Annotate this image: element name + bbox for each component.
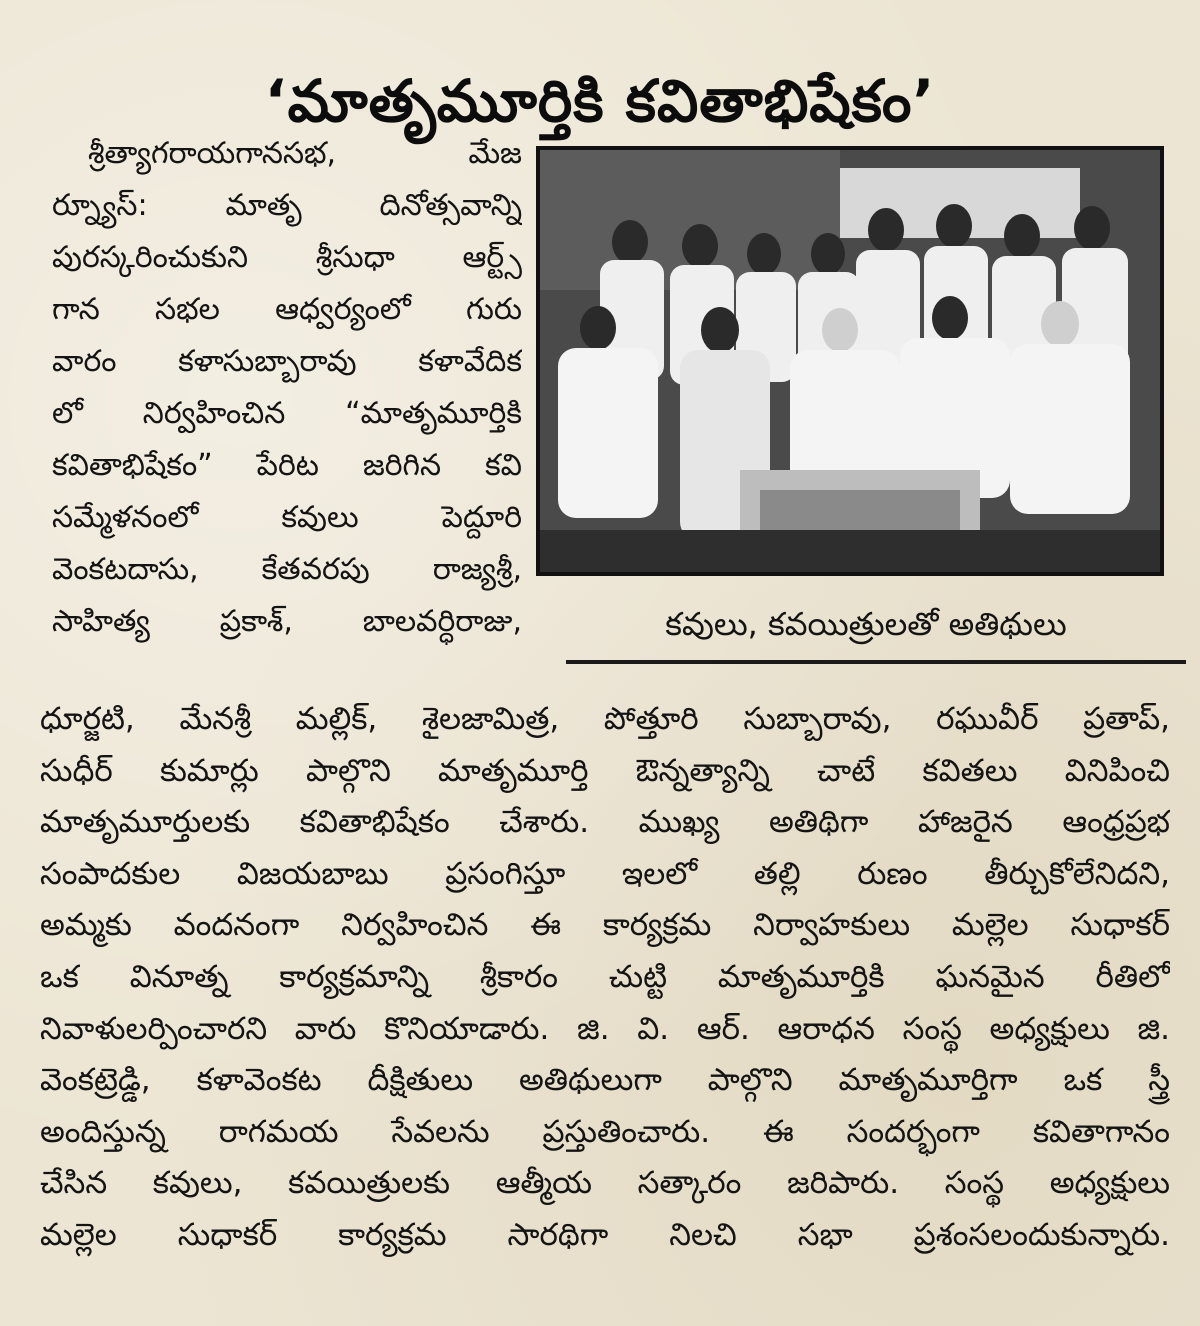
article-line: సమ్మేళనంలో కవులు పెద్దూరి (52, 500, 522, 535)
photo-caption: కవులు, కవయిత్రులతో అతిథులు (665, 605, 1067, 643)
caption-divider (566, 660, 1186, 664)
article-line: లో నిర్వహించిన “మాతృమూర్తికి (52, 396, 522, 431)
article-line: నివాళులర్పించారని వారు కొనియాడారు. జి. వి. ఆర్. ఆరాధన సంస్థ అధ్యక్షులు జి. (40, 1010, 1170, 1047)
article-line: సాహిత్య ప్రకాశ్, బాలవర్ధిరాజు, (52, 604, 522, 639)
article-line: ఒక వినూత్న కార్యక్రమాన్ని శ్రీకారం చుట్టి మాతృమూర్తికి ఘనమైన రీతిలో (40, 958, 1170, 995)
group-photo (536, 146, 1164, 576)
article-line: ర్న్యూస్: మాతృ దినోత్సవాన్ని (52, 188, 522, 223)
article-line: పురస్కరించుకుని శ్రీసుధా ఆర్ట్స్ (52, 240, 522, 275)
article-line: సుధీర్ కుమార్లు పాల్గొని మాతృమూర్తి ఔన్నత్యాన్ని చాటే కవితలు వినిపించి (40, 752, 1170, 789)
article-line: చేసిన కవులు, కవయిత్రులకు ఆత్మీయ సత్కారం జరిపారు. సంస్థ అధ్యక్షులు (40, 1165, 1170, 1202)
article-line: వెంకటదాసు, కేతవరపు రాజ్యశ్రీ, (52, 552, 522, 587)
article-line: మల్లెల సుధాకర్ కార్యక్రమ సారథిగా నిలచి సభా ప్రశంసలందుకున్నారు. (40, 1216, 1170, 1253)
article-line: ధూర్జటి, మేనశ్రీ మల్లిక్, శైలజామిత్ర, పోత్తూరి సుబ్బారావు, రఘువీర్ ప్రతాప్, (40, 701, 1170, 737)
article-line: శ్రీత్యాగరాయగానసభ, మేజ (88, 136, 522, 171)
article-left-column (52, 128, 522, 648)
article-line: వారం కళాసుబ్బారావు కళావేదిక (52, 344, 522, 379)
article-full-width (40, 694, 1170, 1262)
article-line: వెంకట్రెడ్డి, కళావెంకట దీక్షితులు అతిథులుగా పాల్గొని మాతృమూర్తిగా ఒక స్త్రీ (40, 1062, 1170, 1099)
article-line: కవితాభిషేకం” పేరిట జరిగిన కవి (52, 448, 522, 483)
article-line: సంపాదకుల విజయబాబు ప్రసంగిస్తూ ఇలలో తల్లి రుణం తీర్చుకోలేనిదని, (40, 855, 1170, 892)
article-line: అందిస్తున్న రాగమయ సేవలను ప్రస్తుతించారు. ఈ సందర్భంగా కవితాగానం (40, 1113, 1170, 1150)
article-line: మాతృమూర్తులకు కవితాభిషేకం చేశారు. ముఖ్య అతిథిగా హాజరైన ఆంధ్రప్రభ (40, 804, 1170, 841)
article-line: అమ్మకు వందనంగా నిర్వహించిన ఈ కార్యక్రమ నిర్వాహకులు మల్లెల సుధాకర్ (40, 907, 1170, 944)
article-line: గాన సభల ఆధ్వర్యంలో గురు (52, 292, 522, 327)
group-photo-image (540, 150, 1160, 572)
headline: ‘మాతృమూర్తికి కవితాభిషేకం’ (264, 66, 936, 135)
